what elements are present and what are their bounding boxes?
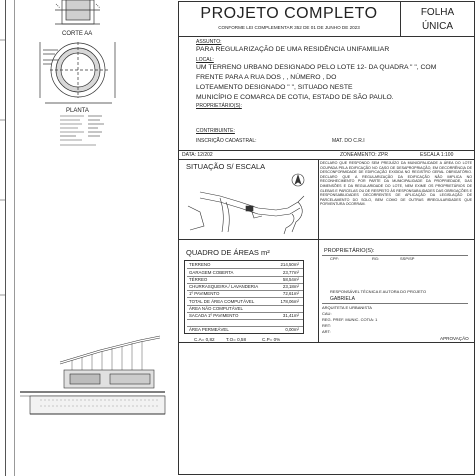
cpf-label: CPF: — [330, 256, 340, 261]
data-field: DATA: 12/202 — [182, 152, 213, 158]
rg-label: RG: — [372, 256, 380, 261]
area-label: TERRENO — [189, 262, 211, 267]
signature-line — [322, 255, 468, 256]
indice-ca: C.A= 0,82 — [194, 337, 215, 342]
responsavel-cau: CAU: — [322, 311, 332, 316]
area-value: 31,41m² — [282, 313, 299, 318]
area-value: 58,54m² — [282, 277, 299, 282]
assunto-text: PARA REGULARIZAÇÃO DE UMA RESIDÊNCIA UNIFAMILIAR — [196, 46, 390, 53]
local-line: MUNICÍPIO E COMARCA DE COTIA, ESTADO DE SÃO PAULO. — [196, 94, 394, 101]
divider — [178, 159, 475, 160]
local-line: FRENTE PARA A RUA DOS , , NÚMERO , DO — [196, 74, 337, 81]
sheet-title: PROJETO COMPLETO — [200, 5, 378, 22]
area-label: 1º PAVIMENTO — [189, 291, 220, 296]
proprietario-label: PROPRIETÁRIO(S): — [196, 103, 242, 109]
proprietario-box-label: PROPRIETÁRIO(S): — [324, 248, 375, 254]
responsavel-name: GABRIELA — [330, 296, 356, 302]
divider — [178, 36, 475, 37]
ssp-label: SSP/SP — [400, 256, 415, 261]
divider — [178, 150, 475, 151]
zoneamento-field: ZONEAMENTO: ZPR — [340, 152, 388, 158]
inscricao-label: INSCRIÇÃO CADASTRAL: — [196, 138, 257, 144]
area-label: SACADA 1º PAVIMENTO — [189, 313, 239, 318]
assunto-label: ASSUNTO: — [196, 39, 222, 45]
divider — [318, 239, 475, 240]
local-line: UM TERRENO URBANO DESIGNADO PELO LOTE 12- DA QUADRA " ", COM — [196, 64, 437, 71]
left-cad-drawings — [0, 0, 170, 476]
aprovacao-label: APROVAÇÃO — [440, 336, 469, 341]
contribuinte-label: CONTRIBUINTE: — [196, 128, 235, 134]
matricula-label: MAT. DO C.R.I — [332, 138, 365, 144]
quadro-areas-title: QUADRO DE ÁREAS m² — [186, 248, 270, 257]
indice-cp: C.P= 0% — [262, 337, 281, 342]
area-label: ÁREA PERMEÁVEL — [189, 327, 229, 332]
table-row — [187, 290, 303, 298]
situacao-map — [180, 172, 316, 238]
area-label: TÉRREO — [189, 277, 208, 282]
declaracao-text: DECLARO QUE RESPONDO SEM PREJUÍZO DA MUNICIPALIDADE A ÁREA DO LOTE OCUPADA PELA EDIFICAÇÃO NO CASO DE DESAPROPRIAÇÃO, EM DECORRÊNCIA DE DESCONFORMIDADE DE EDIFICAÇÃO EXIGIDA NO REGISTRO GERAL OBRIGATÓRIO. DECLARO QUE A REGULARIZAÇÃO DA EDIFICAÇÃO NÃO IMPLICA NO RECONHECIMENTO POR PARTE DA MUNICIPALIDADE DA PROPRIEDADE, DAS DIMENSÕES E DA REGULARIDADE DO LOTE, NEM EXIME OS PROPRIETÁRIOS DE GLEBAS E PARCELAS OU DE RESPEITO ÀS RESPONSABILIDADES DAS OBRIGAÇÕES E RESPONSABILIDADES DECORRENTES DE APLICAÇÃO DA LEGISLAÇÃO DE PARCELAMENTO DO SOLO, BEM COMO DE OUTRAS IRREGULARIDADES QUE PORVENTURA OCORRAM. — [320, 161, 472, 207]
folha-value: ÚNICA — [421, 21, 454, 32]
local-line: LOTEAMENTO DESIGNADO " ", SITUADO NESTE — [196, 84, 353, 91]
divider — [318, 239, 319, 342]
escala-field: ESCALA 1:100 — [420, 152, 454, 158]
responsavel-title: RESPONSÁVEL TÉCNICA E AUTORA DO PROJETO — [330, 289, 427, 294]
responsavel-art: ART: — [322, 329, 331, 334]
area-value: 23,77m² — [282, 270, 299, 275]
signature-line — [322, 303, 468, 304]
area-value: 178,06m² — [280, 299, 299, 304]
local-text — [196, 63, 436, 103]
folha-label: FOLHA — [420, 7, 455, 18]
planta-label: PLANTA — [66, 108, 89, 114]
responsavel-reg: REG. PREF. MUNIC. COTIA: 1 — [322, 317, 378, 322]
local-label: LOCAL: — [196, 57, 214, 63]
situacao-title: SITUAÇÃO S/ ESCALA — [186, 162, 266, 171]
area-label: CHURRASQUEIRA / LAVANDERIA — [189, 284, 259, 289]
table-row — [187, 326, 303, 333]
indice-to: T.O= 0,58 — [226, 337, 247, 342]
area-value: 0,00m² — [285, 327, 299, 332]
divider — [178, 342, 475, 343]
divider — [178, 239, 318, 240]
area-label: ÁREA NÃO COMPUTÁVEL — [189, 306, 243, 311]
area-value: 72,61m² — [282, 291, 299, 296]
table-row — [187, 261, 303, 269]
sheet-subtitle: CONFORME LEI COMPLEMENTAR 352 DE 01 DE JUNHO DE 2023 — [218, 25, 360, 30]
area-value: 23,18m² — [282, 284, 299, 289]
responsavel-rrt: RRT: — [322, 323, 331, 328]
divider — [318, 159, 319, 239]
area-label: GARAGEM COBERTA — [189, 270, 234, 275]
corte-aa-label: CORTE AA — [62, 31, 93, 37]
quadro-areas-table — [184, 260, 304, 334]
area-label: TOTAL DE ÁREA COMPUTÁVEL — [189, 299, 255, 304]
responsavel-role: ARQUITETA E URBANISTA — [322, 305, 372, 310]
area-value: 214,50m² — [280, 262, 299, 267]
